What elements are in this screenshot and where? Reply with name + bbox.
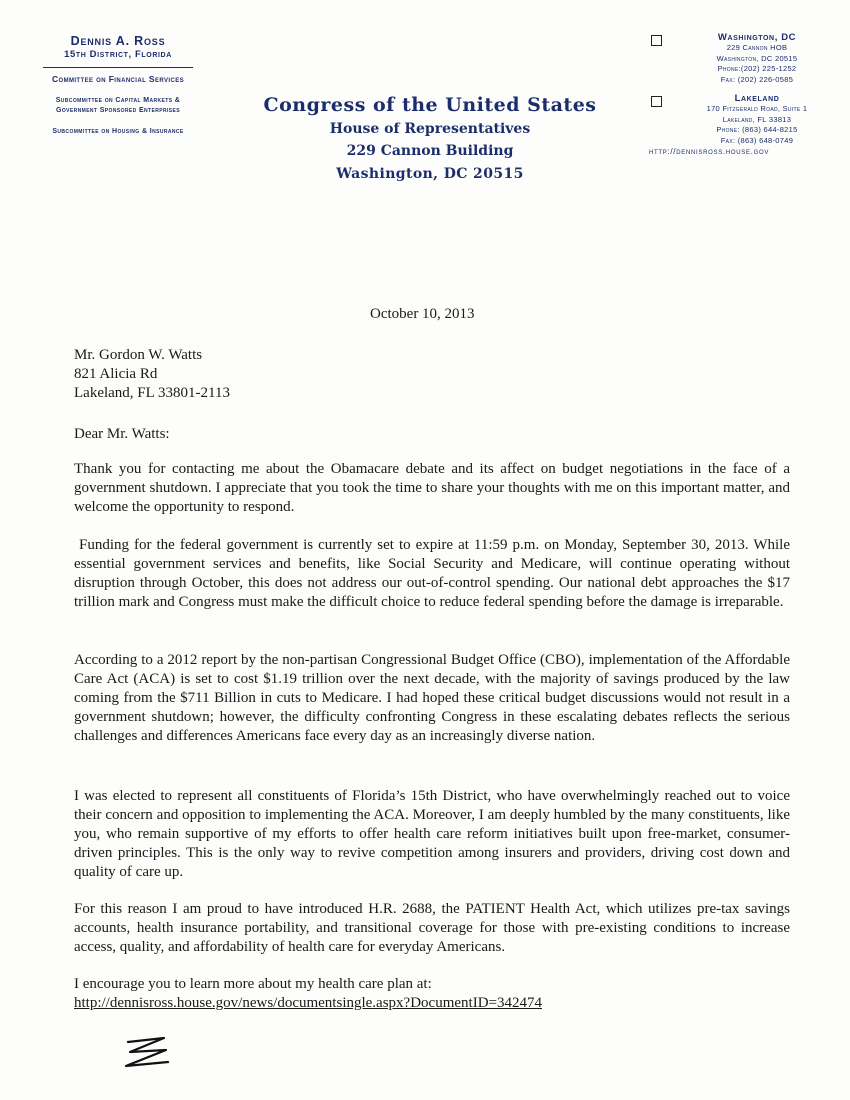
paragraph-2: Funding for the federal government is currently set to expire at 11:59 p.m. on Monday, September 30, 2013. While essential government services and benefits, like Social Security and Medicare, will continue operating without disruption through October, this does not address our out-of-control spending. Our national debt approaches the $17 trillion mark and Congress must make the difficult choice to reduce federal spending before the damage is irreparable. — [74, 537, 794, 610]
website-url: http://dennisross.house.gov — [649, 147, 770, 156]
letterhead-right — [645, 32, 845, 156]
paragraph-4: I was elected to represent all constituents of Florida’s 15th District, who have overwhelmingly reached out to voice their concern and opposition to implementing the ACA. Moreover, I am deeply humbled by the many constituents, like you, who remain supportive of my efforts to offer health care reform initiatives built upon free-market, consumer-driven principles. This is the only way to revive competition among insurers and providers, driving cost down and quality of care up. — [74, 788, 790, 880]
house-title: House of Representatives — [329, 121, 531, 137]
checkbox-icon — [651, 35, 662, 46]
office-fax: Fax: (863) 648-0749 — [720, 135, 794, 145]
office-phone: Phone:(202) 225-1252 — [717, 64, 797, 73]
paragraph-5: For this reason I am proud to have introduced H.R. 2688, the PATIENT Health Act, which utilizes pre-tax savings accounts, health insurance portability, and transitional coverage for those with pre-existing conditions to increase access, quality, and affordability of health care for everyday Americans. — [74, 901, 790, 955]
office-address-1: 170 Fitzgerald Road, Suite 1 — [706, 104, 808, 113]
building-line: 229 Cannon Building — [346, 143, 514, 159]
city-line: Washington, DC 20515 — [336, 166, 524, 182]
paragraph-1: Thank you for contacting me about the Obamacare debate and its affect on budget negotiations in the face of a government shutdown. I appreciate that you took the time to share your thoughts with me on this important matter, and welcome the opportunity to respond. — [74, 461, 790, 515]
office-title: Lakeland — [734, 93, 780, 104]
office-address-1: 229 Cannon HOB — [726, 43, 788, 52]
office-washington — [645, 32, 845, 85]
divider — [43, 67, 193, 68]
subcommittee-2: Subcommittee on Housing & Insurance — [52, 128, 184, 135]
health-care-plan-link[interactable]: http://dennisross.house.gov/news/documentsingle.aspx?DocumentID=342474 — [74, 995, 542, 1011]
subcommittee-1-line-1: Subcommittee on Capital Markets & — [55, 97, 181, 104]
representative-name: Dennis A. Ross — [70, 34, 166, 48]
letter-date: October 10, 2013 — [370, 306, 475, 322]
signature-mark — [120, 1030, 180, 1081]
recipient-city: Lakeland, FL 33801-2113 — [74, 385, 230, 401]
paragraph-3: According to a 2012 report by the non-partisan Congressional Budget Office (CBO), implementation of the Affordable Care Act (ACA) is set to cost $1.19 trillion over the next decade, with the majority of savings produced by the law coming from the $711 Billion in cuts to Medicare. I had hoped these critical budget discussions would not result in a government shutdown; however, the difficulty confronting Congress in these escalating debates reflects the serious challenges and differences Americans face every day as an increasingly diverse nation. — [74, 652, 790, 744]
recipient-name: Mr. Gordon W. Watts — [74, 347, 203, 363]
paragraph-6 — [74, 975, 790, 1013]
checkbox-icon — [651, 96, 662, 107]
office-lakeland — [645, 93, 845, 146]
closing-sentence: I encourage you to learn more about my health care plan at: — [74, 976, 432, 992]
recipient-street: 821 Alicia Rd — [74, 366, 158, 382]
committee-label: Committee on Financial Services — [51, 74, 185, 84]
district-label: 15th District, Florida — [64, 49, 172, 60]
salutation: Dear Mr. Watts: — [74, 426, 170, 442]
letterhead-center — [230, 94, 630, 182]
office-phone: Phone: (863) 644-8215 — [716, 125, 798, 134]
office-address-2: Lakeland, FL 33813 — [722, 114, 792, 124]
congress-title: Congress of the United States — [263, 94, 597, 116]
letterhead-left — [20, 34, 216, 137]
subcommittee-1-line-2: Government Sponsored Enterprises — [56, 107, 180, 114]
recipient-address — [74, 346, 230, 403]
office-fax: Fax: (202) 226-0585 — [720, 74, 794, 84]
office-address-2: Washington, DC 20515 — [716, 53, 798, 63]
office-title: Washington, DC — [717, 32, 797, 43]
